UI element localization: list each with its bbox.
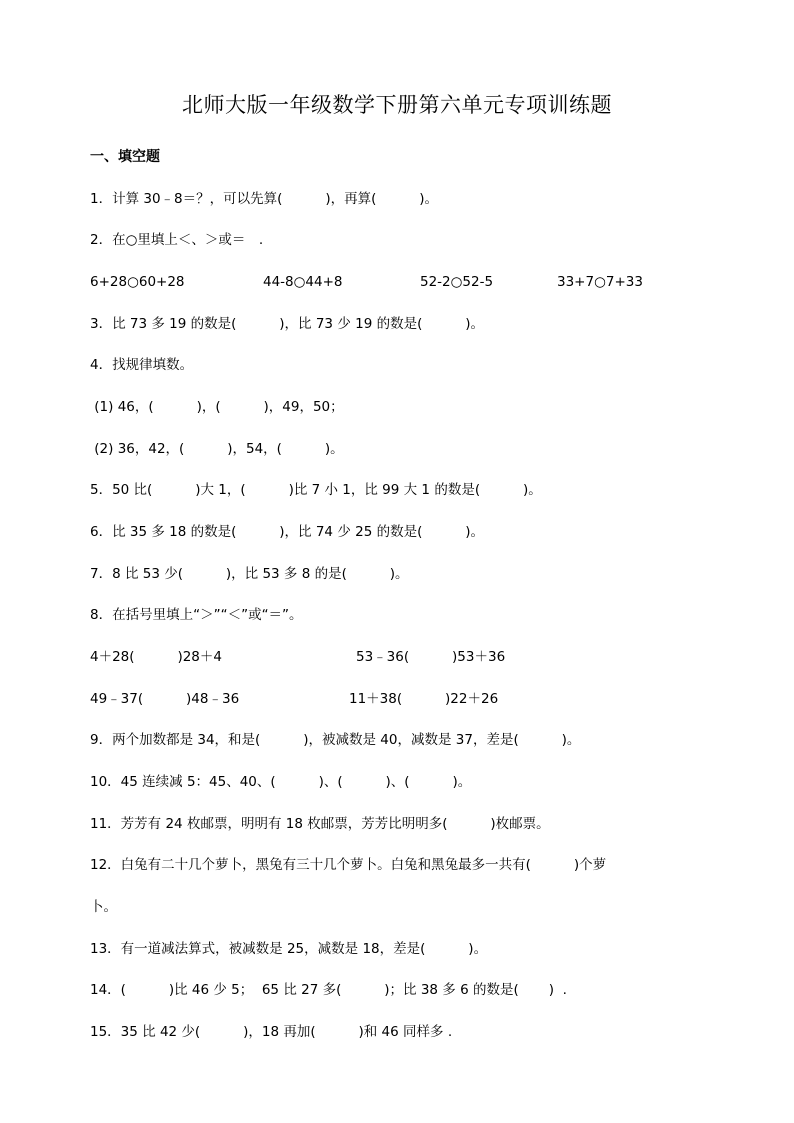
question-11: 11．芳芳有 24 枚邮票，明明有 18 枚邮票，芳芳比明明多( )枚邮票。 (90, 816, 550, 832)
question-4-part-1: (1) 46，( )，( )，49，50； (90, 399, 344, 415)
page-title: 北师大版一年级数学下册第六单元专项训练题 (182, 93, 612, 117)
compare-item-4: 33+7○7+33 (557, 274, 643, 290)
question-2-items (0, 271, 794, 293)
question-13: 13．有一道减法算式，被减数是 25，减数是 18，差是( )。 (90, 941, 488, 957)
question-8-row-1 (0, 646, 794, 668)
question-8: 8．在括号里填上“＞”“＜”或“＝”。 (90, 607, 303, 623)
question-10: 10．45 连续减 5：45、40、( )、( )、( )。 (90, 774, 472, 790)
question-7: 7．8 比 53 少( )，比 53 多 8 的是( )。 (90, 566, 409, 582)
question-12-line-1: 12．白兔有二十几个萝卜，黑兔有三十几个萝卜。白兔和黑兔最多一共有( )个萝 (90, 857, 607, 873)
compare-item-8-2: 53﹣36( )53＋36 (356, 649, 506, 665)
compare-item-8-4: 11＋38( )22＋26 (349, 691, 499, 707)
question-5: 5．50 比( )大 1，( )比 7 小 1，比 99 大 1 的数是( )。 (90, 482, 542, 498)
compare-item-2: 44-8○44+8 (263, 274, 343, 290)
question-4: 4．找规律填数。 (90, 357, 194, 373)
question-2: 2．在○里填上＜、＞或＝ . (90, 232, 264, 248)
question-9: 9．两个加数都是 34，和是( )，被减数是 40，减数是 37，差是( )。 (90, 732, 581, 748)
section-heading-fill-in: 一、填空题 (90, 149, 160, 165)
question-6: 6．比 35 多 18 的数是( )，比 74 少 25 的数是( )。 (90, 524, 485, 540)
question-1: 1．计算 30﹣8＝？，可以先算( )，再算( )。 (90, 191, 439, 207)
question-12-line-2: 卜。 (90, 899, 117, 915)
question-4-part-2: (2) 36，42，( )，54，( )。 (90, 441, 344, 457)
compare-item-1: 6+28○60+28 (90, 274, 185, 290)
question-3: 3．比 73 多 19 的数是( )，比 73 少 19 的数是( )。 (90, 316, 485, 332)
compare-item-8-3: 49﹣37( )48﹣36 (90, 691, 240, 707)
question-8-row-2 (0, 688, 794, 710)
question-14: 14．( )比 46 少 5； 65 比 27 多( )；比 38 多 6 的数是( ) . (90, 982, 567, 998)
compare-item-8-1: 4＋28( )28＋4 (90, 649, 222, 665)
question-15: 15．35 比 42 少( )，18 再加( )和 46 同样多 . (90, 1024, 453, 1040)
compare-item-3: 52-2○52-5 (420, 274, 494, 290)
